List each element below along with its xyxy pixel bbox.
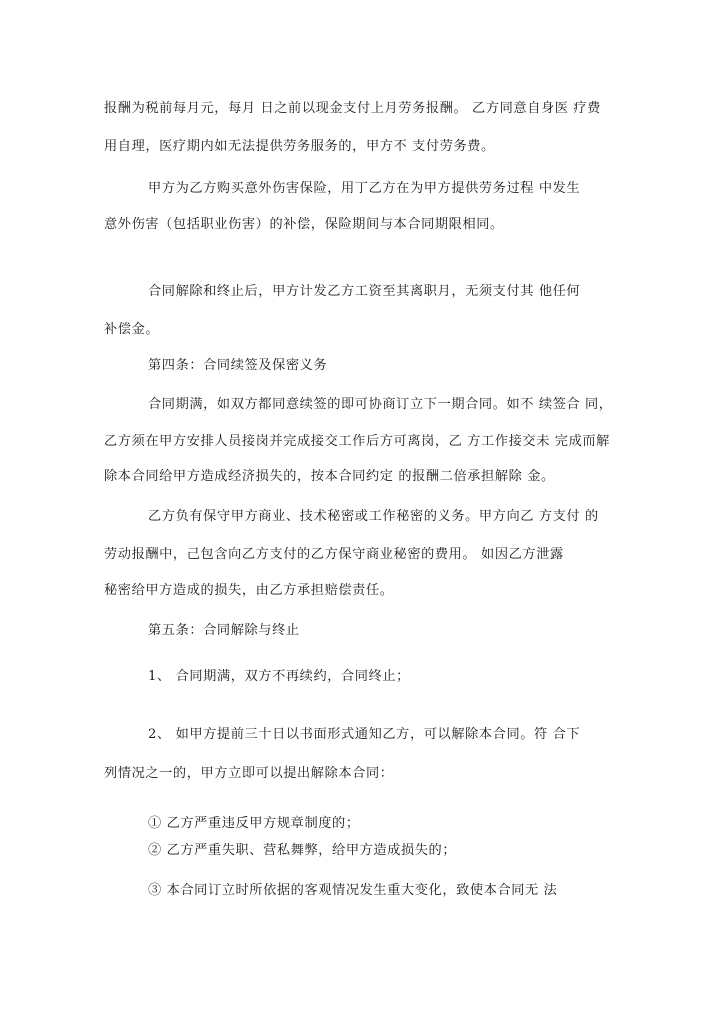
paragraph-line: 合同解除和终止后，甲方计发乙方工资至其离职月，无须支付其 他任何 [148,284,581,299]
paragraph-line: 补偿金。 [104,322,160,337]
paragraph-line: 劳动报酬中，己包含向乙方支付的乙方保守商业秘密的费用。 如因乙方泄露 [104,547,564,562]
paragraph-line: 合同期满，如双方都同意续签的即可协商订立下一期合同。如不 续签合 同， [148,397,613,412]
list-item: ③ 本合同订立时所依据的客观情况发生重大变化，致使本合同无 法 [148,883,558,898]
list-item: ② 乙方严重失职、营私舞弊，给甲方造成损失的； [148,843,457,858]
paragraph-line: 秘密给甲方造成的损失，由乙方承担赔偿责任。 [104,583,394,598]
section-heading: 第五条：合同解除与终止 [148,623,300,638]
paragraph-line: 意外伤害（包括职业伤害）的补偿，保险期间与本合同期限相同。 [104,217,504,232]
paragraph-line: 甲方为乙方购买意外伤害保险，用丁乙方在为甲方提供劳务过程 中发生 [148,181,581,196]
list-item: 2、 如甲方提前三十日以书面形式通知乙方，可以解除本合同。符 合下 [148,727,581,742]
paragraph-line: 列情况之一的，甲方立即可以提出解除本合同： [104,766,394,781]
paragraph-line: 报酬为税前每月元，每月 日之前以现金支付上月劳务报酬。 乙方同意自身医 疗费 [104,101,601,116]
paragraph-line: 用自理，医疗期内如无法提供劳务服务的，甲方不 支付劳务费。 [104,139,495,154]
list-item: 1、 合同期满，双方不再续约，合同终止； [148,669,410,684]
section-heading: 第四条：合同续签及保密义务 [148,358,328,373]
paragraph-line: 乙方负有保守甲方商业、技术秘密或工作秘密的义务。甲方向乙 方支付 的 [148,509,599,524]
paragraph-line: 除本合同给甲方造成经济损失的，按本合同约定 的报酬二倍承担解除 金。 [104,469,555,484]
paragraph-line: 乙方须在甲方安排人员接岗并完成接交工作后方可离岗，乙 方工作接交未 完成而解 [104,434,610,449]
list-item: ① 乙方严重违反甲方规章制度的； [148,816,360,831]
